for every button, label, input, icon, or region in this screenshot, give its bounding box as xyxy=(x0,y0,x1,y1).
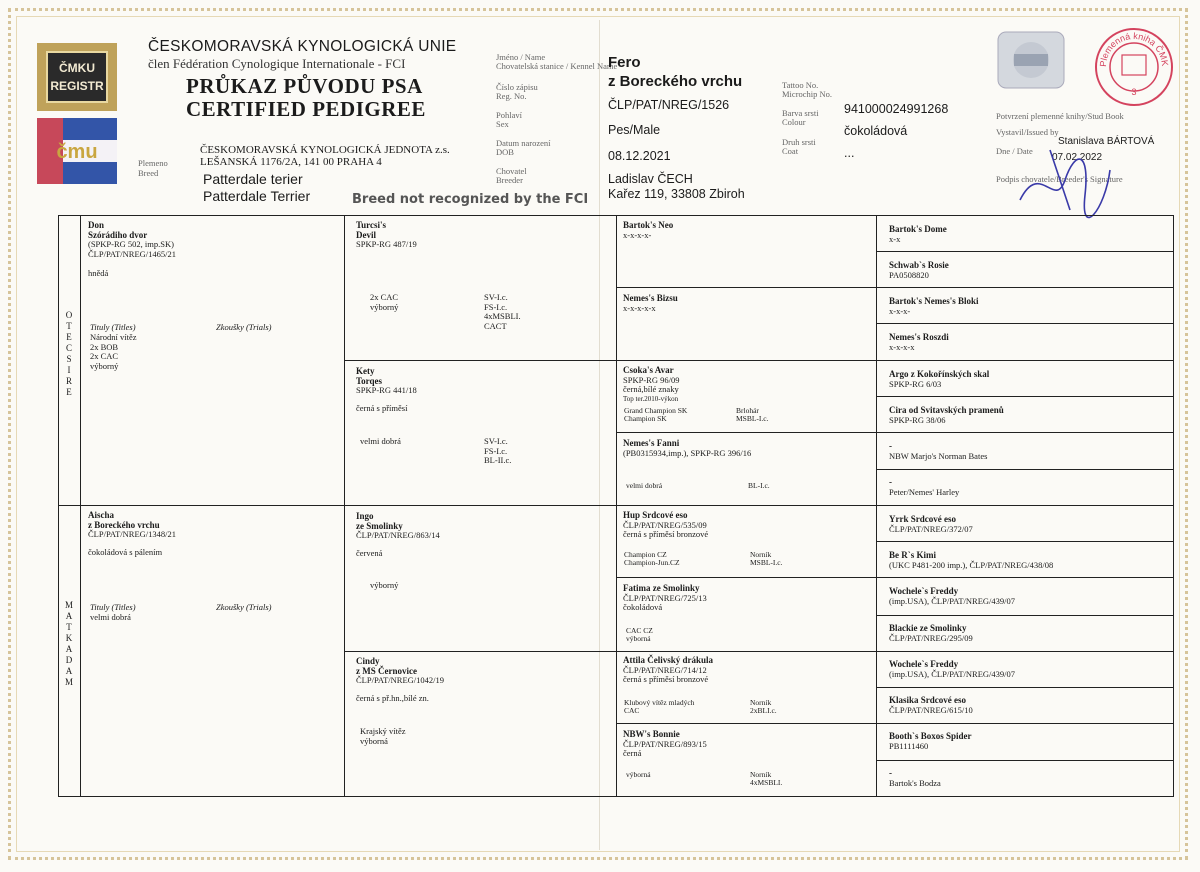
gen4-cell: Nemes's Roszdi x-x-x-x xyxy=(889,332,949,352)
name-label-cz: Jméno / Name xyxy=(496,52,546,62)
gen3-achievements-b: BL-I.c. xyxy=(748,481,770,490)
registr-label: ČMKU REGISTR xyxy=(46,51,108,103)
dog-dob: 08.12.2021 xyxy=(608,149,671,163)
dam-trials-label: Zkoušky (Trials) xyxy=(216,602,272,612)
gen3-achievements-a: velmi dobrá xyxy=(626,481,663,490)
gen3-achievements-a: výborná xyxy=(626,770,651,779)
dob-label-en: DOB xyxy=(496,147,514,157)
stamp-text: Plemenná kniha ČMK xyxy=(1097,30,1171,68)
gen4-cell: Yrrk Srdcové eso ČLP/PAT/NREG/372/07 xyxy=(889,514,973,534)
gen2-cell: Turcsi's Devil SPKP-RG 487/19 xyxy=(356,220,417,249)
gen3-cell: Hup Srdcové eso ČLP/PAT/NREG/535/09 černá s příměsí bronzové xyxy=(623,510,709,539)
dam-titles: velmi dobrá xyxy=(90,612,131,622)
gen3-cell: Csoka's Avar SPKP-RG 96/09 černá,bílé znaky Top ter.2010-výkon xyxy=(623,365,680,403)
colour-label-en: Colour xyxy=(782,117,806,127)
gen2-cell: Ingo ze Smolinky ČLP/PAT/NREG/863/14 červená xyxy=(356,511,440,558)
cmku-logo xyxy=(34,38,120,186)
breed-label-en: Breed xyxy=(138,168,159,178)
studbook-stamp xyxy=(1092,25,1176,114)
dog-name-line2: z Boreckého vrchu xyxy=(608,73,743,90)
coat-value: ... xyxy=(844,146,855,160)
reg-label-en: Reg. No. xyxy=(496,91,527,101)
dog-reg-no: ČLP/PAT/NREG/1526 xyxy=(608,98,730,112)
sex-label-cz: Pohlaví xyxy=(496,110,522,120)
tattoo-label: Tattoo No. xyxy=(782,80,819,90)
title-en: CERTIFIED PEDIGREE xyxy=(186,97,426,121)
breed-value-en: Patterdale Terrier xyxy=(203,188,311,204)
gen2-achievements-b: SV-I.c. FS-I.c. 4xMSBLI. CACT xyxy=(484,292,521,331)
org-fci: člen Fédération Cynologique Internationale - FCI xyxy=(148,56,406,71)
gen3-achievements-a: Klubový vítěz mladých CAC xyxy=(624,698,695,715)
gen3-achievements-b: Norník 4xMSBLI. xyxy=(750,770,783,787)
breeder-address: Kařez 119, 33808 Zbiroh xyxy=(608,187,745,201)
sire-side-label: O T E C S I R E xyxy=(65,310,73,397)
studbook-label: Potvrzení plemenné knihy/Stud Book xyxy=(996,111,1124,121)
microchip-label: Microchip No. xyxy=(782,89,833,99)
coat-label-en: Coat xyxy=(782,146,799,156)
sire-titles: Národní vítěz 2x BOB 2x CAC výborný xyxy=(90,332,137,371)
breed-value-cz: Patterdale terier xyxy=(203,171,303,187)
gen2-cell: Cindy z MS Černovice ČLP/PAT/NREG/1042/19 černá s př.hn.,bílé zn. xyxy=(356,656,445,703)
gen2-achievements-a: velmi dobrá xyxy=(360,436,401,446)
title-cz: PRŮKAZ PŮVODU PSA xyxy=(186,74,423,98)
breed-note: Breed not recognized by the FCI xyxy=(352,192,589,207)
gen3-achievements-b: Brlohár MSBL-I.c. xyxy=(736,406,769,423)
pedigree-table xyxy=(58,215,1174,797)
gen4-cell: - Bartok's Bodza xyxy=(889,768,941,788)
dog-sex: Pes/Male xyxy=(608,123,661,137)
sire-titles-label: Tituly (Titles) xyxy=(90,322,136,332)
gen4-cell: - NBW Marjo's Norman Bates xyxy=(889,441,988,461)
gen4-cell: - Peter/Nemes' Harley xyxy=(889,477,960,497)
gen2-achievements-a: 2x CAC výborný xyxy=(370,292,399,312)
gen4-cell: Schwab`s Rosie PA0508820 xyxy=(889,260,949,280)
cmu-emblem xyxy=(37,118,117,184)
issuer-signature xyxy=(1010,140,1120,225)
gen2-achievements-a: Krajský vítěz výborná xyxy=(360,726,406,746)
issued-by: Stanislava BÁRTOVÁ xyxy=(1058,136,1155,147)
gen2-achievements-a: výborný xyxy=(370,580,399,590)
dob-label-cz: Datum narození xyxy=(496,138,551,148)
breeder-label-cz: Chovatel xyxy=(496,166,527,176)
gen3-cell: Bartok's Neo x-x-x-x- xyxy=(623,220,674,240)
dam-titles-label: Tituly (Titles) xyxy=(90,602,136,612)
gen3-achievements-b: Norník 2xBLI.c. xyxy=(750,698,777,715)
sire-cell: Don Szórádiho dvor (SPKP-RG 502, imp.SK) ČLP/PAT/NREG/1465/21 hnědá xyxy=(88,220,177,278)
club-name: ČESKOMORAVSKÁ KYNOLOGICKÁ JEDNOTA z.s. xyxy=(200,144,450,156)
gen3-cell: NBW's Bonnie ČLP/PAT/NREG/893/15 černá xyxy=(623,729,707,758)
hologram xyxy=(996,30,1066,95)
gen2-achievements-b: SV-I.c. FS-I.c. BL-II.c. xyxy=(484,436,512,465)
gen3-achievements-a: Grand Champion SK Champion SK xyxy=(624,406,688,423)
gen4-cell: Klasika Srdcové eso ČLP/PAT/NREG/615/10 xyxy=(889,695,973,715)
name-label-en: Chovatelská stanice / Kennel Name xyxy=(496,61,618,71)
gen4-cell: Wochele`s Freddy (imp.USA), ČLP/PAT/NREG/439/07 xyxy=(889,659,1016,679)
gen3-achievements-a: Champion CZ Champion-Jun.CZ xyxy=(624,550,680,567)
gen4-cell: Cira od Svitavských pramenů SPKP-RG 38/06 xyxy=(889,405,1004,425)
dam-side-label: M A T K A D A M xyxy=(64,600,73,687)
gen3-achievements-b: Norník MSBL-I.c. xyxy=(750,550,783,567)
gen4-cell: Blackie ze Smolinky ČLP/PAT/NREG/295/09 xyxy=(889,623,973,643)
issued-label: Vystavil/Issued by xyxy=(996,127,1059,137)
gen3-cell: Nemes's Bizsu x-x-x-x-x xyxy=(623,293,678,313)
microchip-value: 941000024991268 xyxy=(844,102,949,116)
gen3-cell: Nemes's Fanni (PB0315934,imp.), SPKP-RG 396/16 xyxy=(623,438,752,458)
registr-badge xyxy=(37,43,117,111)
sex-label-en: Sex xyxy=(496,119,509,129)
breed-label-cz: Plemeno xyxy=(138,158,168,168)
colour-label-cz: Barva srsti xyxy=(782,108,819,118)
stamp-number: 3 xyxy=(1131,87,1137,97)
breeder-label-en: Breeder xyxy=(496,175,523,185)
gen3-cell: Fatima ze Smolinky ČLP/PAT/NREG/725/13 čokoládová xyxy=(623,583,707,612)
sire-trials-label: Zkoušky (Trials) xyxy=(216,322,272,332)
breeder-name: Ladislav ČECH xyxy=(608,172,693,186)
dam-cell: Aischa z Boreckého vrchu ČLP/PAT/NREG/1348/21 čokoládová s pálením xyxy=(88,510,177,557)
gen2-cell: Kety Torqes SPKP-RG 441/18 černá s příměsí xyxy=(356,366,417,413)
org-name: ČESKOMORAVSKÁ KYNOLOGICKÁ UNIE xyxy=(148,38,457,55)
club-address: LEŠANSKÁ 1176/2A, 141 00 PRAHA 4 xyxy=(200,156,382,168)
breeder-sig-label: Podpis chovatele/Breeder's Signature xyxy=(996,174,1123,184)
gen4-cell: Bartok's Nemes's Bloki x-x-x- xyxy=(889,296,979,316)
gen3-cell: Attila Čelivský drákula ČLP/PAT/NREG/714/12 černá s příměsí bronzové xyxy=(623,655,714,684)
svg-text:Plemenná kniha ČMKU xyxy=(1092,25,1170,67)
date-label: Dne / Date xyxy=(996,146,1033,156)
cmu-logo-text: čmu xyxy=(56,141,98,163)
colour-value: čokoládová xyxy=(844,124,908,138)
gen4-cell: Argo z Kokořínských skal SPKP-RG 6/03 xyxy=(889,369,990,389)
gen4-cell: Booth`s Boxos Spider PB1111460 xyxy=(889,731,972,751)
gen4-cell: Bartok's Dome x-x xyxy=(889,224,947,244)
gen3-achievements-a: CAC CZ výborná xyxy=(626,626,653,643)
gen4-cell: Be R`s Kimi (UKC P481-200 imp.), ČLP/PAT/NREG/438/08 xyxy=(889,550,1054,570)
dog-name-line1: Fero xyxy=(608,54,641,71)
reg-label-cz: Číslo zápisu xyxy=(496,82,538,92)
issue-date: 07.02.2022 xyxy=(1052,152,1103,163)
gen4-cell: Wochele`s Freddy (imp.USA), ČLP/PAT/NREG/439/07 xyxy=(889,586,1016,606)
coat-label-cz: Druh srsti xyxy=(782,137,816,147)
